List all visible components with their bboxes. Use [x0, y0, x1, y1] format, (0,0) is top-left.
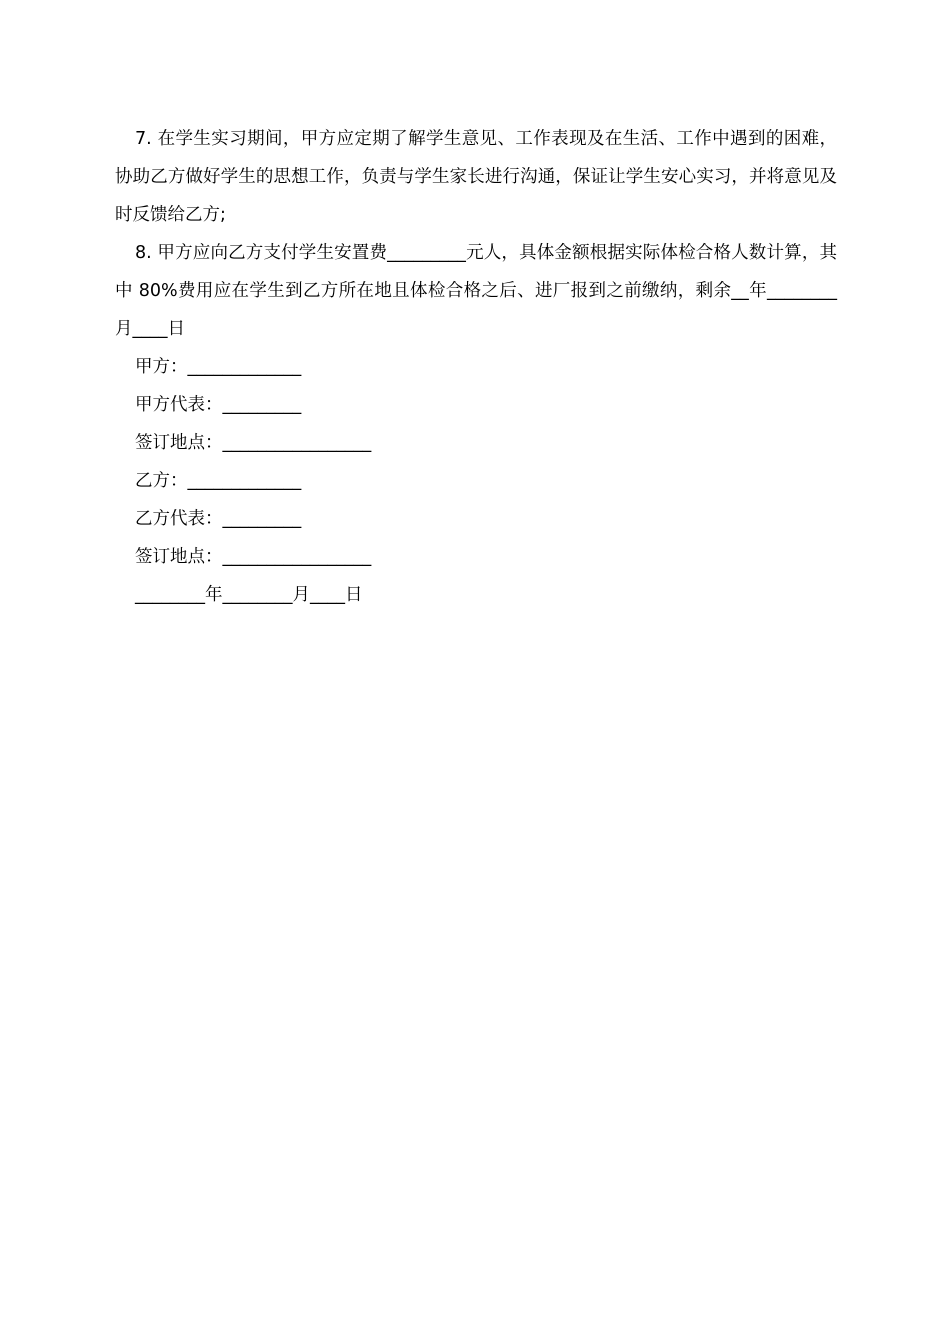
- signing-date-line: ________年________月____日: [135, 585, 363, 605]
- signing-place-line-a: 签订地点：_________________: [135, 433, 372, 453]
- signing-place-line-b: 签订地点：_________________: [135, 547, 372, 567]
- document-body: [115, 120, 837, 614]
- party-a-line: 甲方：_____________: [135, 357, 302, 377]
- party-b-line: 乙方：_____________: [135, 471, 302, 491]
- party-a-representative-line: 甲方代表：_________: [135, 395, 302, 415]
- clause-7: 7. 在学生实习期间，甲方应定期了解学生意见、工作表现及在生活、工作中遇到的困难，协助乙方做好学生的思想工作，负责与学生家长进行沟通，保证让学生安心实习，并将意见及时反馈给乙方;: [115, 129, 837, 225]
- clause-8: 8. 甲方应向乙方支付学生安置费_________元人，具体金额根据实际体检合格人数计算，其中 80%费用应在学生到乙方所在地且体检合格之后、进厂报到之前缴纳，剩余__年________月____日: [115, 243, 837, 339]
- party-b-representative-line: 乙方代表：_________: [135, 509, 302, 529]
